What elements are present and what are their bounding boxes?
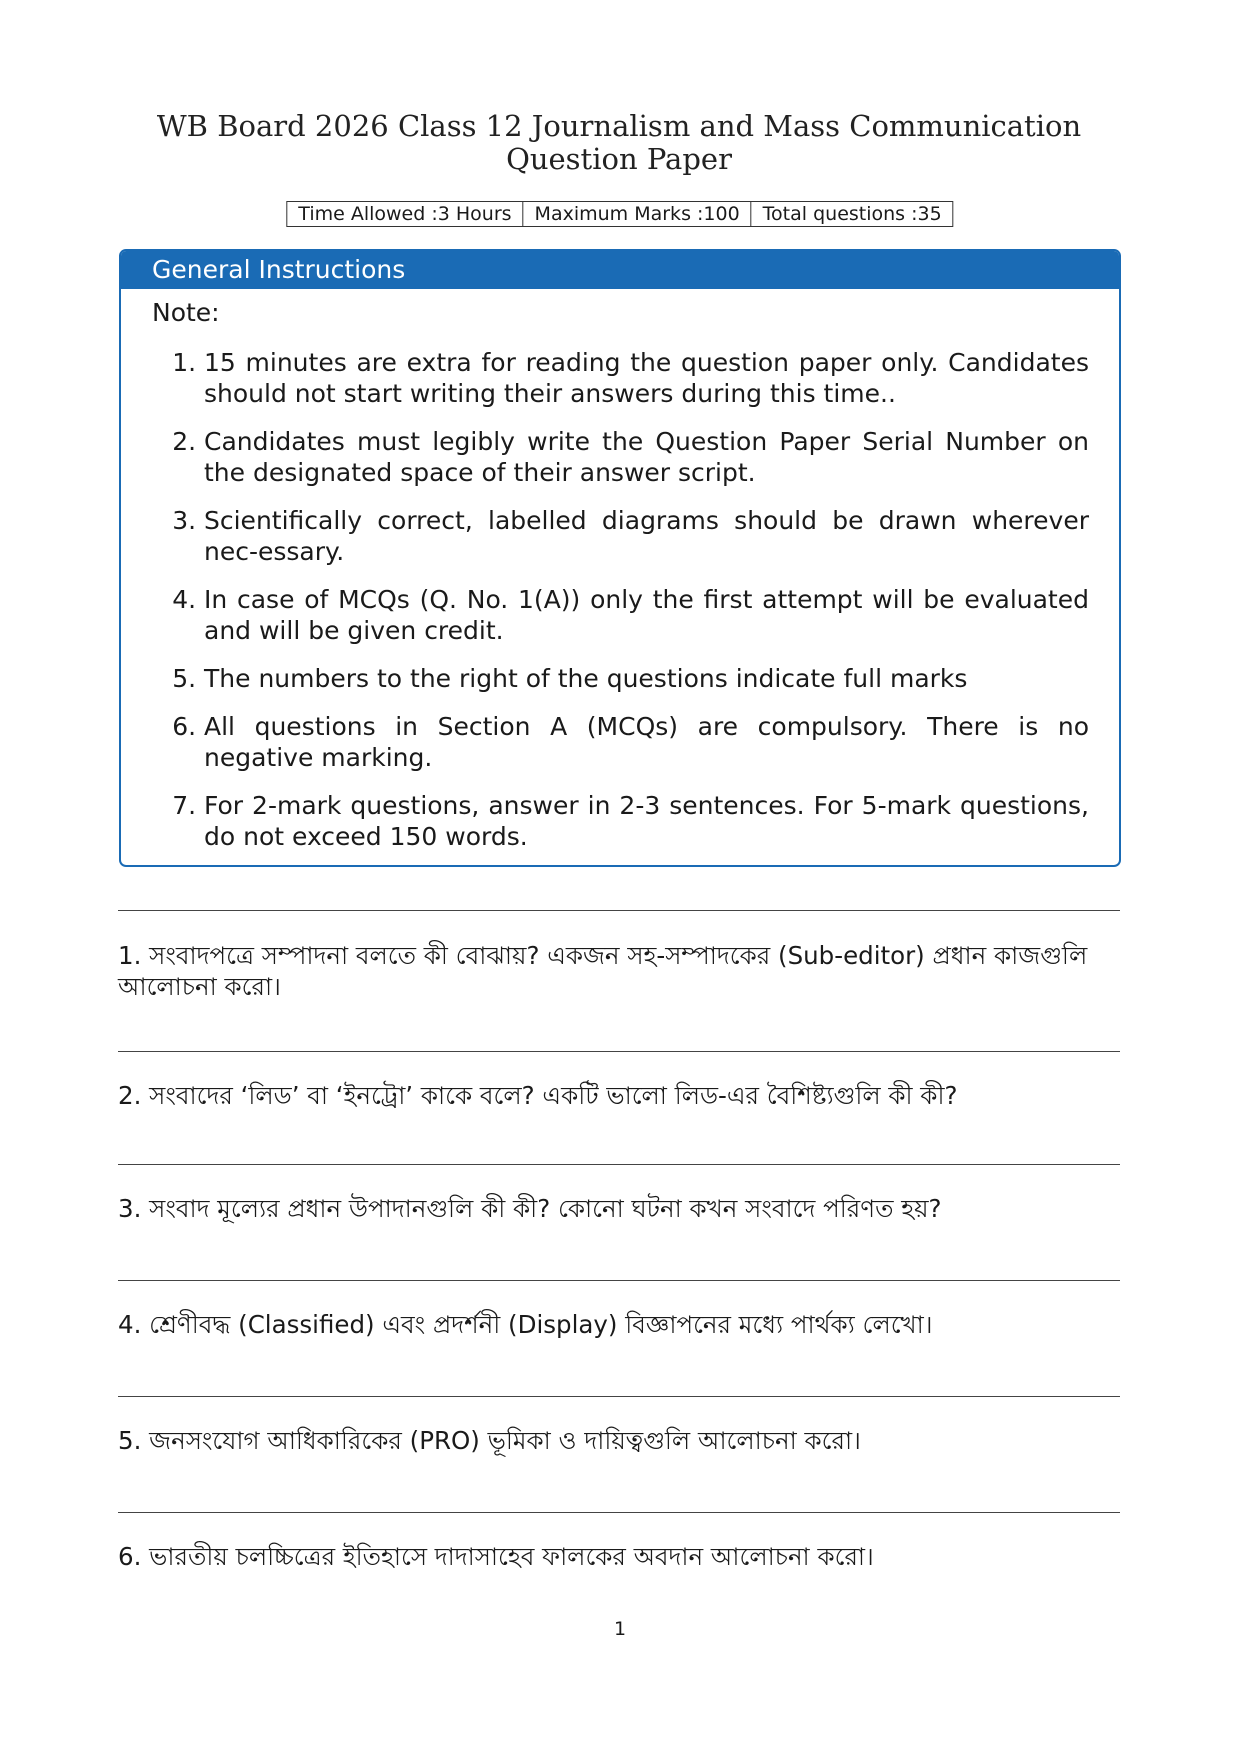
instruction-item: 2. Candidates must legibly write the Question Paper Serial Number on the designated space of their answer script.: [204, 426, 1089, 488]
divider: [118, 910, 1120, 911]
instruction-item: 6. All questions in Section A (MCQs) are compulsory. There is no negative marking.: [204, 711, 1089, 773]
question-6: 6. ভারতীয় চলচ্চিত্রের ইতিহাসে দাদাসাহেব ফালকের অবদান আলোচনা করো।: [118, 1542, 874, 1571]
instructions-list: [152, 347, 1089, 867]
question-3: 3. সংবাদ মূল্যের প্রধান উপাদানগুলি কী কী? কোনো ঘটনা কখন সংবাদে পরিণত হয়?: [118, 1194, 942, 1223]
total-questions: Total questions :35: [762, 203, 942, 225]
question-4: 4. শ্রেণীবদ্ধ (Classified) এবং প্রদর্শনী (Display) বিজ্ঞাপনের মধ্যে পার্থক্য লেখো।: [118, 1310, 933, 1339]
note-label: Note:: [152, 298, 220, 327]
time-allowed: Time Allowed :3 Hours: [287, 202, 523, 226]
instruction-item: 4. In case of MCQs (Q. No. 1(A)) only the first attempt will be evaluated and will be given credit.: [204, 584, 1089, 646]
question-1: 1. সংবাদপত্রে সম্পাদনা বলতে কী বোঝায়? একজন সহ-সম্পাদকের (Sub-editor) প্রধান কাজগুলি আলোচনা করো।: [118, 941, 1088, 1001]
instruction-item: 1. 15 minutes are extra for reading the question paper only. Candidates should not start writing their answers during this time..: [204, 347, 1089, 409]
question-5: 5. জনসংযোগ আধিকারিকের (PRO) ভূমিকা ও দায়িত্বগুলি আলোচনা করো।: [118, 1426, 861, 1455]
instructions-heading: General Instructions: [121, 251, 1119, 289]
divider: [118, 1396, 1120, 1397]
general-instructions-box: [119, 249, 1121, 867]
divider: [118, 1512, 1120, 1513]
divider: [118, 1280, 1120, 1281]
question-2: 2. সংবাদের ‘লিড’ বা ‘ইনট্রো’ কাকে বলে? একটি ভালো লিড-এর বৈশিষ্ট্যগুলি কী কী?: [118, 1081, 958, 1110]
divider: [118, 1164, 1120, 1165]
divider: [118, 1051, 1120, 1052]
instruction-item: 5. The numbers to the right of the questions indicate full marks: [204, 663, 1089, 694]
page-number: 1: [613, 1618, 627, 1640]
paper-title: WB Board 2026 Class 12 Journalism and Mass Communication Question Paper: [156, 109, 1082, 176]
exam-meta-box: [286, 201, 953, 227]
instruction-item: 3. Scientifically correct, labelled diagrams should be drawn wherever nec-essary.: [204, 505, 1089, 567]
instruction-item: 7. For 2-mark questions, answer in 2-3 sentences. For 5-mark questions, do not exceed 150 words.: [204, 790, 1089, 852]
maximum-marks: Maximum Marks :100: [524, 202, 752, 226]
